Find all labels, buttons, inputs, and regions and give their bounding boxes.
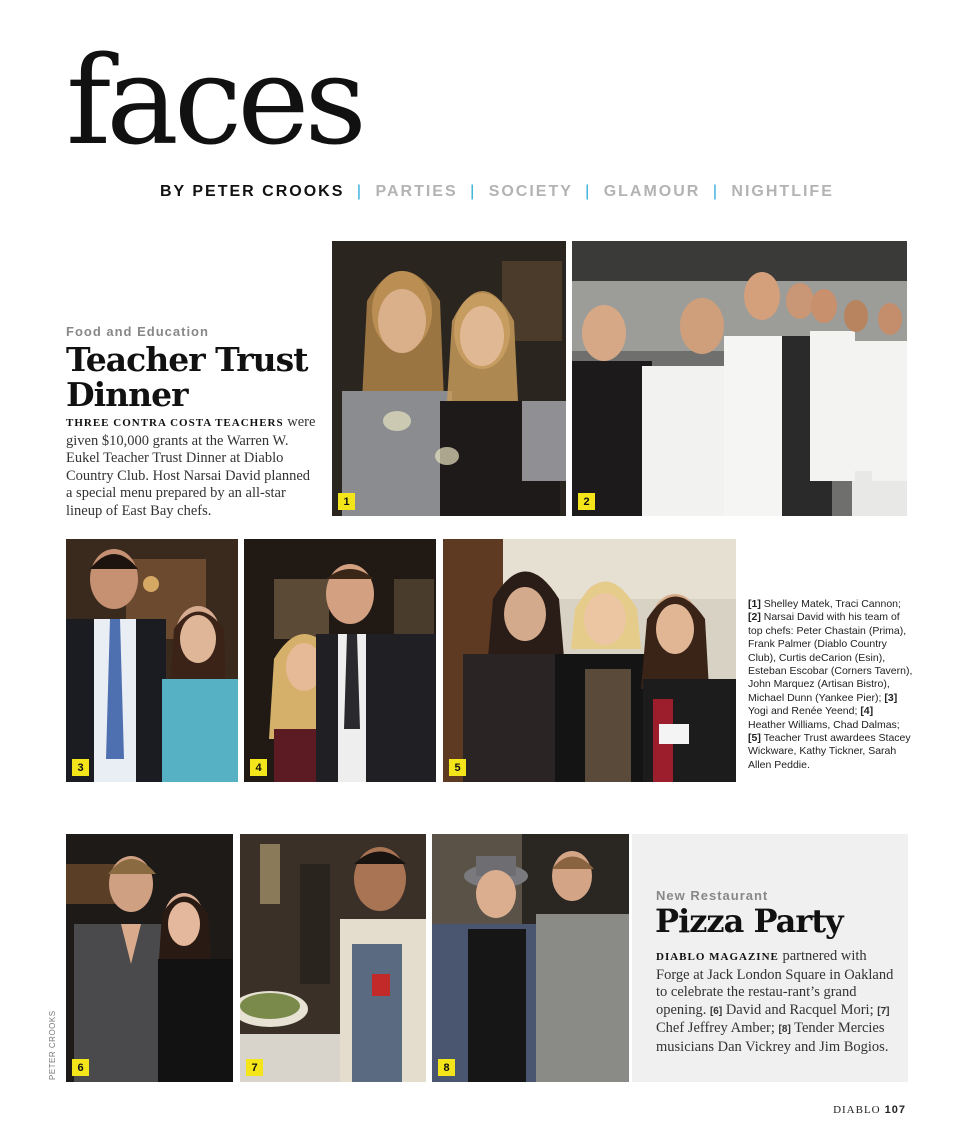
nav-item-society[interactable]: SOCIETY (488, 183, 573, 200)
photo-number-badge: 8 (438, 1059, 455, 1076)
nav-item-glamour[interactable]: GLAMOUR (603, 183, 701, 200)
photo-6 (66, 834, 233, 1082)
photo-number-badge: 5 (449, 759, 466, 776)
story-body: DIABLO MAGAZINE partnered with Forge at Jack London Square in Oakland to celebrate the restau-rant’s grand opening. [6] David and Racquel Mori; [7] Chef Jeffrey Amber; [8] Tender Mercies musicians Dan Vickrey and Jim Bogios. (656, 948, 894, 1055)
story-kicker: Food and Education (66, 324, 209, 339)
photo-2 (572, 241, 907, 516)
photo-5 (443, 539, 736, 782)
photo-captions: [1] Shelley Matek, Traci Cannon; [2] Narsai David with his team of top chefs: Peter Chastain (Prima), Frank Palmer (Diablo Country Club), Curtis deCarion (Esin), Esteban Escobar (Corners Tavern), John Marquez (Artisan Bistro), Michael Dunn (Yankee Pier); [3] Yogi and Renée Yeend; [4] Heather Williams, Chad Dalmas; [5] Teacher Trust awardees Stacey Wickware, Kathy Tickner, Sarah Allen Peddie. (748, 598, 913, 771)
story-headline: Teacher Trust Dinner (66, 340, 308, 414)
page-title: faces (66, 30, 363, 172)
photo-number-badge: 7 (246, 1059, 263, 1076)
section-nav: BY PETER CROOKS | PARTIES | SOCIETY | GLAMOUR | NIGHTLIFE (160, 183, 834, 200)
photo-number-badge: 4 (250, 759, 267, 776)
page-number: 107 (884, 1104, 906, 1116)
photo-4 (244, 539, 436, 782)
story-lead: THREE CONTRA COSTA TEACHERS (66, 417, 284, 429)
photo-number-badge: 1 (338, 493, 355, 510)
photo-number-badge: 6 (72, 1059, 89, 1076)
byline: BY PETER CROOKS (160, 183, 345, 200)
story-kicker: New Restaurant (656, 888, 769, 903)
story-lead: DIABLO MAGAZINE (656, 951, 779, 963)
nav-item-nightlife[interactable]: NIGHTLIFE (731, 183, 834, 200)
photo-credit: PETER CROOKS (48, 1010, 57, 1080)
story-body: THREE CONTRA COSTA TEACHERS were given $10,000 grants at the Warren W. Eukel Teacher Trust Dinner at Diablo Country Club. Host Narsai David planned a special menu prepared by an all-star lineup of East Bay chefs. (66, 414, 316, 519)
magazine-name: DIABLO (833, 1104, 881, 1116)
photo-number-badge: 3 (72, 759, 89, 776)
photo-3 (66, 539, 238, 782)
photo-number-badge: 2 (578, 493, 595, 510)
nav-item-parties[interactable]: PARTIES (375, 183, 458, 200)
photo-1 (332, 241, 566, 516)
photo-8 (432, 834, 629, 1082)
story-headline: Pizza Party (655, 902, 843, 940)
page-folio (833, 1104, 906, 1116)
photo-7 (240, 834, 426, 1082)
